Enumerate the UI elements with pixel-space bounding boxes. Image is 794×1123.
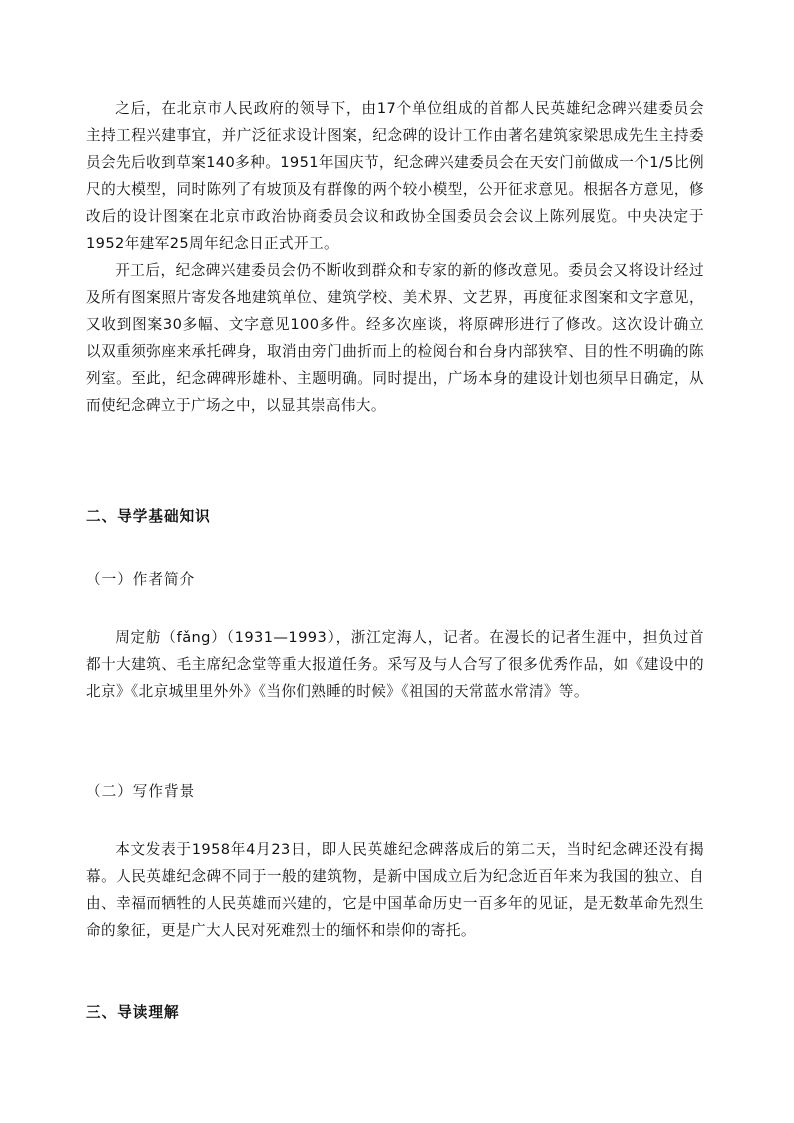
paragraph-background: 本文发表于1958年4月23日，即人民英雄纪念碑落成后的第二天，当时纪念碑还没有揭幕。人民英雄纪念碑不同于一般的建筑物，是新中国成立后为纪念近百年来为我国的独立、自由、幸福而牺牲的人民英雄而兴建的，它是中国革命历史一百多年的见证，是无数革命先烈生命的象征，更是广大人民对死难烈士的缅怀和崇仰的寄托。 xyxy=(86,841,704,939)
section-heading-reading-comprehension: 三、导读理解 xyxy=(86,1004,180,1021)
paragraph-construction-start: 开工后，纪念碑兴建委员会仍不断收到群众和专家的新的修改意见。委员会又将设计经过及所有图案照片寄发各地建筑单位、建筑学校、美术界、文艺界，再度征求图案和文字意见，又收到图案30多幅、文字意见100多件。经多次座谈，将原碑形进行了修改。这次设计确立以双重须弥座来承托碑身，取消由旁门曲折而上的检阅台和台身内部狭窄、目的性不明确的陈列室。至此，纪念碑碑形雄朴、主题明确。同时提出，广场本身的建设计划也须早日确定，从而使纪念碑立于广场之中，以显其崇高伟大。 xyxy=(86,262,704,414)
paragraph-monument-design: 之后，在北京市人民政府的领导下，由17个单位组成的首都人民英雄纪念碑兴建委员会主持工程兴建事宜，并广泛征求设计图案，纪念碑的设计工作由著名建筑家梁思成先生主持委员会先后收到草案140多种。1951年国庆节，纪念碑兴建委员会在天安门前做成一个1/5比例尺的大模型，同时陈列了有坡顶及有群像的两个较小模型，公开征求意见。根据各方意见，修改后的设计图案在北京市政治协商委员会议和政协全国委员会会议上陈列展览。中央决定于1952年建军25周年纪念日正式开工。 xyxy=(86,100,704,252)
subheading-writing-background: （二）写作背景 xyxy=(86,783,196,800)
subheading-author-intro: （一）作者简介 xyxy=(86,571,196,588)
paragraph-author-bio: 周定舫（fǎng）（1931—1993），浙江定海人，记者。在漫长的记者生涯中，担负过首都十大建筑、毛主席纪念堂等重大报道任务。采写及与人合写了很多优秀作品，如《建设中的北京》《北京城里里外外》《当你们熟睡的时候》《祖国的天常蓝水常清》等。 xyxy=(86,629,704,700)
section-heading-basic-knowledge: 二、导学基础知识 xyxy=(86,508,211,525)
